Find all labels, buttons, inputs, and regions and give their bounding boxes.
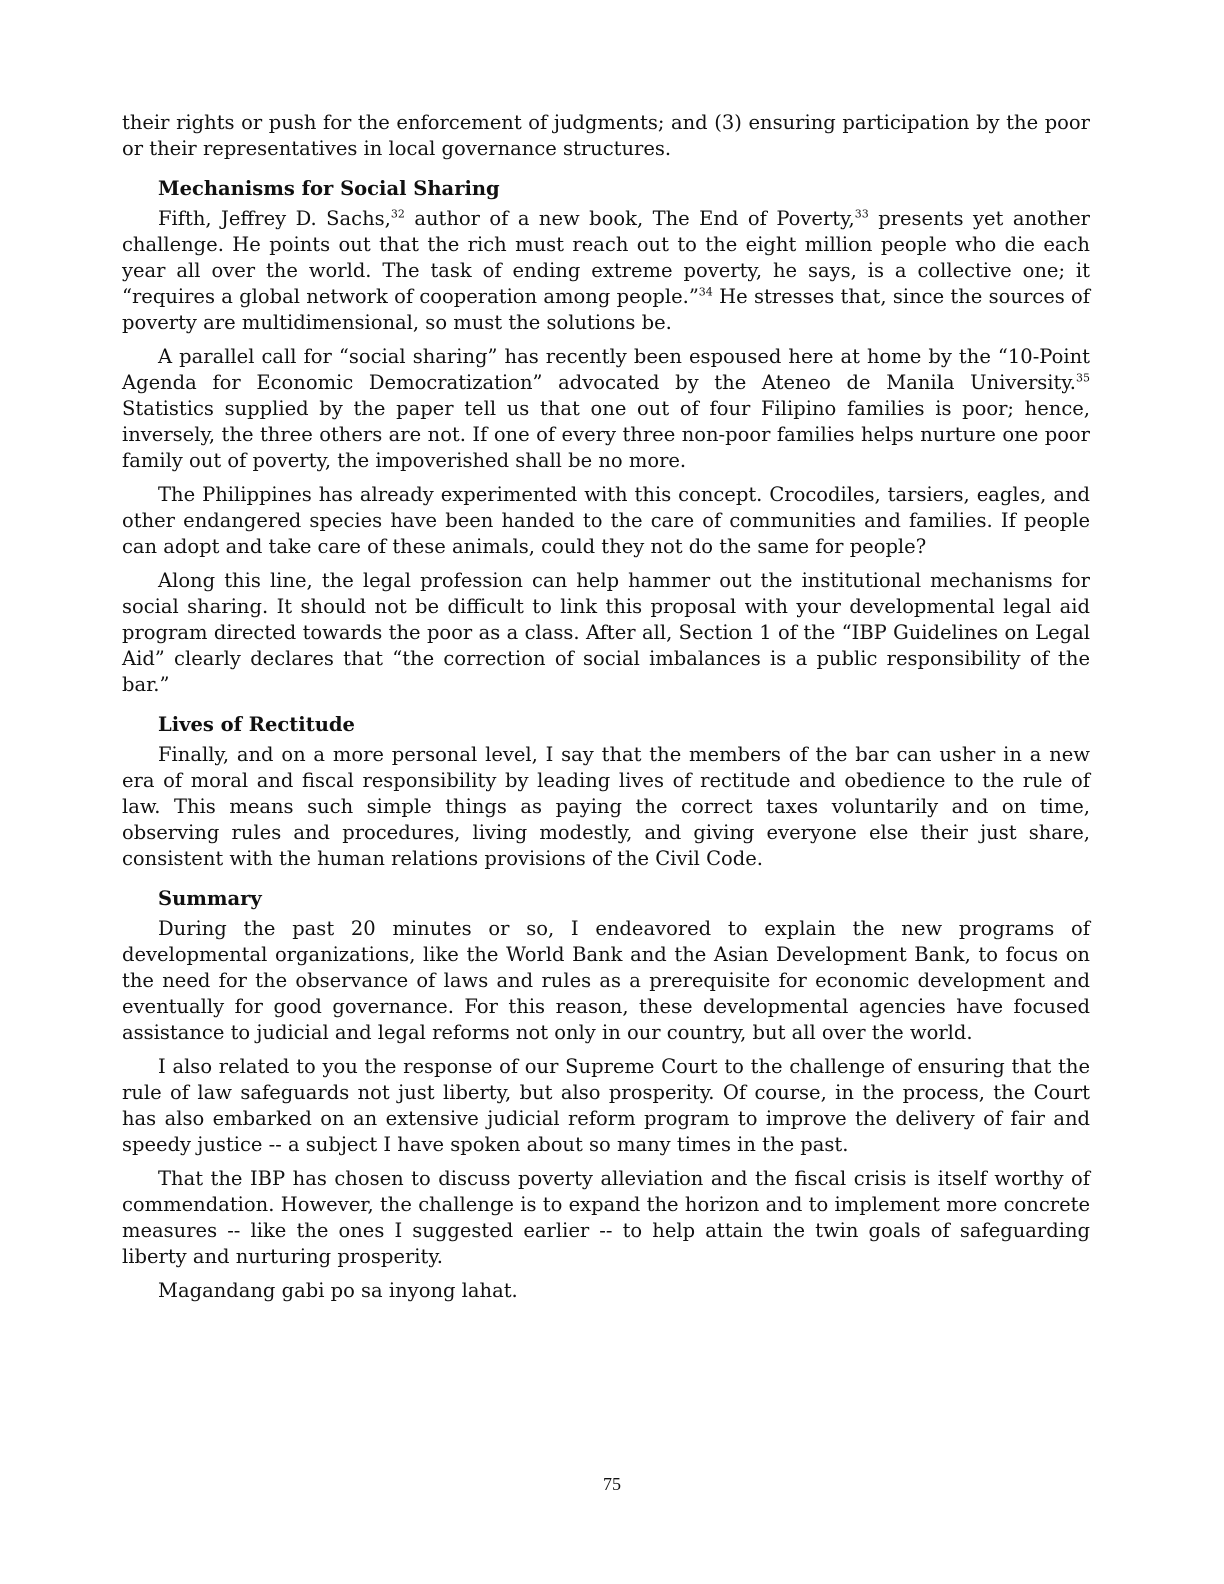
footnote-ref-34: 34 <box>698 285 713 299</box>
document-body <box>122 110 1090 1312</box>
paragraph-philippines: The Philippines has already experimented with this concept. Crocodiles, tarsiers, eagles, and other endangered species have been handed to the care of communities and families. If people can adopt and take care of these animals, could they not do the same for people? <box>122 483 1090 558</box>
sachs-text-a: Fifth, Jeffrey D. Sachs, <box>158 207 391 230</box>
footnote-ref-32: 32 <box>390 207 405 221</box>
paragraph-ibp: That the IBP has chosen to discuss poverty alleviation and the fiscal crisis is itself worthy of commendation. However, the challenge is to expand the horizon and to implement more concrete measures -- like the ones I suggested earlier -- to help attain the twin goals of safeguarding liberty and nurturing prosperity. <box>122 1167 1090 1268</box>
paragraph-sachs <box>122 206 1090 336</box>
paragraph-also: I also related to you the response of our Supreme Court to the challenge of ensuring that the rule of law safeguards not just liberty, but also prosperity. Of course, in the process, the Court has also embarked on an extensive judicial reform program to improve the delivery of fair and speedy justice -- a subject I have spoken about so many times in the past. <box>122 1055 1090 1156</box>
paragraph-along: Along this line, the legal profession can help hammer out the institutional mechanisms for social sharing. It should not be difficult to link this proposal with your developmental legal aid program directed towards the poor as a class. After all, Section 1 of the “IBP Guidelines on Legal Aid” clearly declares that “the correction of social imbalances is a public responsibility of the bar.” <box>122 569 1090 696</box>
paragraph-parallel <box>122 344 1090 474</box>
paragraph-finally: Finally, and on a more personal level, I say that the members of the bar can usher in a new era of moral and fiscal responsibility by leading lives of rectitude and obedience to the rule of law. This means such simple things as paying the correct taxes voluntarily and on time, observing rules and procedures, living modestly, and giving everyone else their just share, consistent with the human relations provisions of the Civil Code. <box>122 743 1090 870</box>
sachs-text-c: presents yet another challenge. He points out that the rich must reach out to the eight million people who die each year all over the world. The task of ending extreme poverty, he says, is a collective one; it “requires a global network of cooperation among people.” <box>122 207 1090 308</box>
heading-social-sharing: Mechanisms for Social Sharing <box>158 177 500 200</box>
paragraph-closing: Magandang gabi po sa inyong lahat. <box>158 1279 518 1302</box>
page-number: 75 <box>603 1474 621 1494</box>
paragraph-during: During the past 20 minutes or so, I endeavored to explain the new programs of developmental organizations, like the World Bank and the Asian Development Bank, to focus on the need for the observance of laws and rules as a prerequisite for economic development and eventually for good governance. For this reason, these developmental agencies have focused assistance to judicial and legal reforms not only in our country, but all over the world. <box>122 917 1090 1044</box>
sachs-text-d: He stresses that, since the sources of poverty are multidimensional, so must the solutions be. <box>122 285 1091 334</box>
footnote-ref-33: 33 <box>854 207 869 221</box>
parallel-text-b: Statistics supplied by the paper tell us that one out of four Filipino families is poor; hence, inversely, the three others are not. If one of every three non-poor families helps nurture one poor family out of poverty, the impoverished shall be no more. <box>122 397 1090 472</box>
sachs-text-b: author of a new book, The End of Poverty, <box>404 207 855 230</box>
footnote-ref-35: 35 <box>1076 371 1090 385</box>
parallel-text-a: A parallel call for “social sharing” has recently been espoused here at home by the “10-Point Agenda for Economic Democratization” advocated by the Ateneo de Manila University. <box>122 345 1090 394</box>
heading-rectitude: Lives of Rectitude <box>158 713 355 736</box>
heading-summary: Summary <box>158 887 262 910</box>
paragraph-intro: their rights or push for the enforcement of judgments; and (3) ensuring participation by the poor or their representatives in local governance structures. <box>122 111 1090 160</box>
